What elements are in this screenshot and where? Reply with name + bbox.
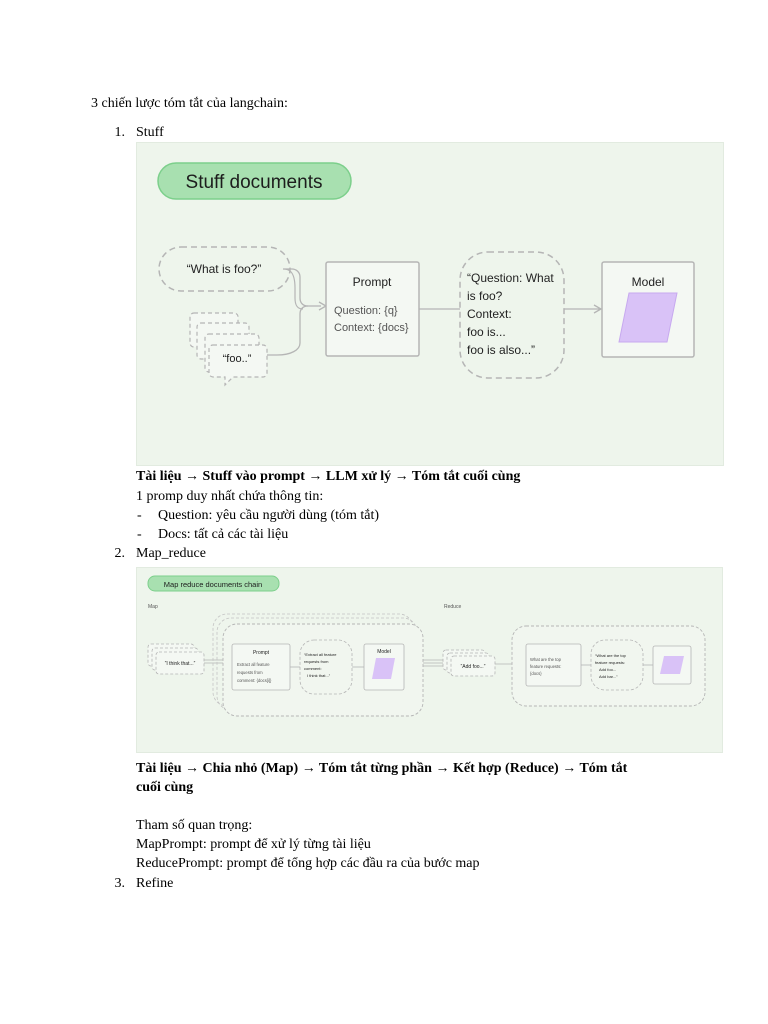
model-shape	[619, 293, 677, 342]
reduce-filled-line-4: Add bar...”	[599, 674, 618, 679]
filled-line-3: Context:	[467, 307, 512, 321]
param-reduce-prompt: ReducePrompt: prompt để tổng hợp các đầu ra của bước map	[136, 856, 480, 871]
reduce-prompt-line-2: feature requests:	[530, 664, 562, 669]
list-number-1: 1.	[114, 125, 125, 140]
section-title-stuff: Stuff	[136, 125, 164, 140]
doc-text: “foo..”	[222, 353, 252, 365]
reduce-doc-text: “Add foo...”	[460, 664, 486, 670]
map-model-title: Model	[377, 649, 391, 655]
map-reduce-flow-line-1: Tài liệu → Chia nhỏ (Map) → Tóm tắt từng phần → Kết hợp (Reduce) → Tóm tắt	[136, 761, 628, 776]
bullet-dash-2: -	[137, 527, 142, 542]
section-title-map-reduce: Map_reduce	[136, 546, 206, 561]
filled-line-1: “Question: What	[467, 271, 554, 285]
map-filled-line-1: “Extract all feature	[304, 652, 337, 657]
doc-front	[209, 345, 267, 385]
map-prompt-line-3: comment: {docs[i]}	[237, 678, 272, 683]
reduce-filled-line-2: feature requests:	[595, 660, 626, 665]
mr-header-text: Map reduce documents chain	[163, 580, 263, 589]
reduce-prompt-line-1: What are the top	[530, 657, 561, 662]
reduce-filled-line-3: Add foo...	[599, 667, 617, 672]
filled-line-2: is foo?	[467, 289, 503, 303]
map-filled-line-4: I think that...”	[307, 673, 331, 678]
filled-line-5: foo is also...”	[467, 343, 536, 357]
param-map-prompt: MapPrompt: prompt để xử lý từng tài liệu	[136, 837, 371, 852]
map-label: Map	[148, 604, 158, 610]
map-prompt-title: Prompt	[252, 650, 270, 656]
stuff-diagram	[136, 142, 724, 466]
map-filled-line-3: comment:	[304, 666, 322, 671]
list-number-2: 2.	[114, 546, 125, 561]
map-prompt-line-2: requests from	[237, 670, 263, 675]
reduce-model-shape	[660, 656, 684, 674]
bullet-text-1: Question: yêu cầu người dùng (tóm tắt)	[158, 508, 380, 523]
reduce-prompt-line-3: {docs}	[530, 671, 542, 676]
reduce-label: Reduce	[444, 604, 462, 610]
section-title-refine: Refine	[136, 876, 174, 891]
map-model-shape	[372, 658, 395, 679]
connector-docs	[267, 306, 308, 355]
bullet-dash-1: -	[137, 508, 142, 523]
stuff-description: 1 promp duy nhất chứa thông tin:	[136, 489, 324, 504]
query-text: “What is foo?”	[186, 262, 262, 276]
map-filled-line-2: requests from	[304, 659, 329, 664]
bullet-text-2: Docs: tất cả các tài liệu	[158, 527, 289, 542]
prompt-line-1: Question: {q}	[334, 305, 398, 317]
model-title: Model	[631, 275, 665, 289]
stuff-header-text: Stuff documents	[185, 172, 323, 193]
params-title: Tham số quan trọng:	[136, 818, 253, 833]
stuff-flow: Tài liệu → Stuff vào prompt → LLM xử lý → Tóm tắt cuối cùng	[136, 469, 521, 484]
map-prompt-line-1: Extract all feature	[237, 662, 270, 667]
map-reduce-flow-line-2: cuối cùng	[136, 780, 194, 795]
map-reduce-diagram	[136, 567, 723, 753]
intro-text: 3 chiến lược tóm tắt của langchain:	[91, 96, 288, 111]
prompt-line-2: Context: {docs}	[334, 322, 409, 334]
filled-line-4: foo is...	[467, 325, 506, 339]
prompt-title: Prompt	[352, 275, 392, 289]
reduce-filled-line-1: “What are the top	[595, 653, 626, 658]
map-doc-text: “I think that...”	[164, 661, 196, 667]
list-number-3: 3.	[114, 876, 125, 891]
